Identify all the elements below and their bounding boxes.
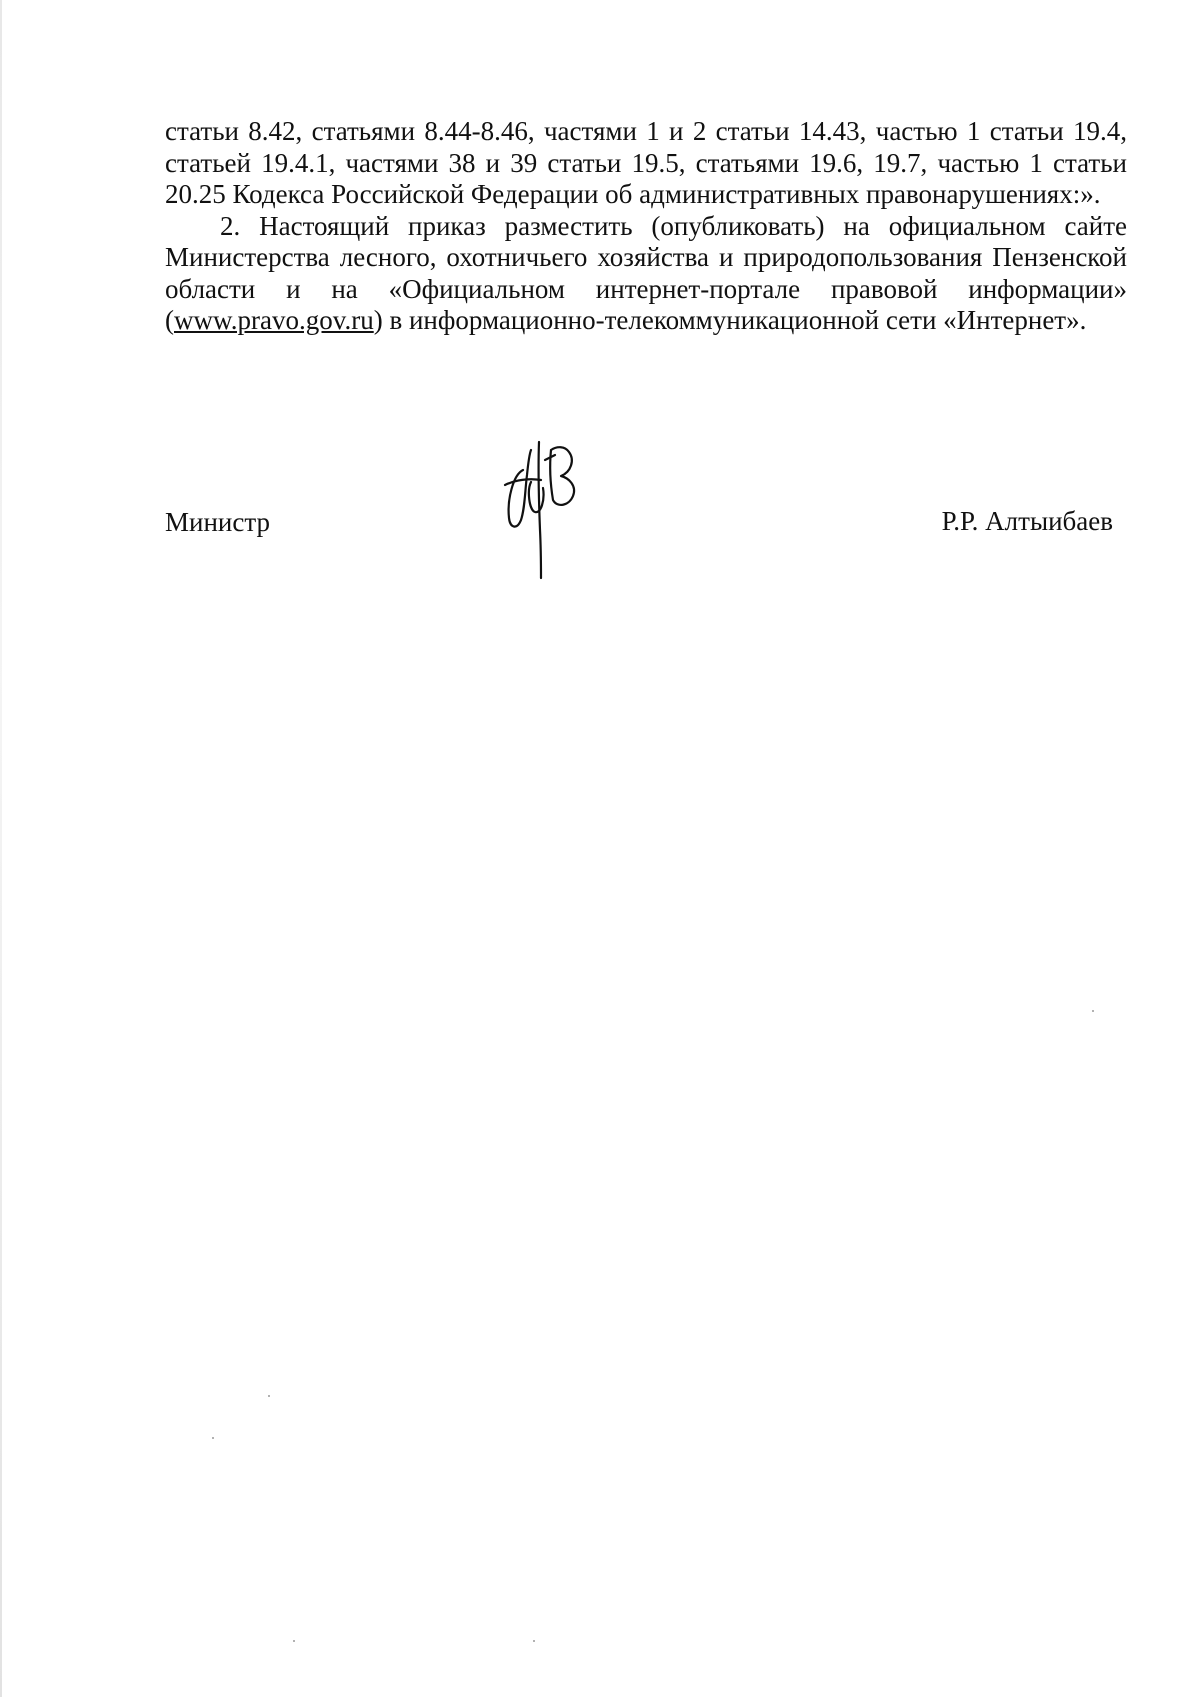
paragraph-2-text-end: ) в информационно-телекоммуникационной сети «Интернет».	[373, 305, 1087, 335]
paragraph-1: статьи 8.42, статьями 8.44-8.46, частями 1 и 2 статьи 14.43, частью 1 статьи 19.4, статьей 19.4.1, частями 38 и 39 статьи 19.5, статьями 19.6, 19.7, частью 1 статьи 20.25 Кодекса Российской Федерации об административных правонарушениях:».	[165, 116, 1127, 209]
scan-speck	[293, 1640, 295, 1642]
scan-speck	[1092, 1010, 1094, 1012]
document-body	[165, 116, 1127, 337]
signatory-title: Министр	[165, 507, 270, 537]
scan-speck	[268, 1395, 270, 1397]
pravo-link[interactable]: www.pravo.gov.ru	[174, 305, 374, 335]
paragraph-2	[165, 211, 1127, 337]
scan-speck	[212, 1437, 214, 1439]
scan-speck	[533, 1640, 535, 1642]
handwritten-signature	[495, 430, 585, 580]
scan-edge	[0, 0, 2, 1697]
signatory-name: Р.Р. Алтыибаев	[941, 506, 1113, 536]
paragraph-2-text-start: 2. Настоящий приказ разместить (опубликовать) на официальном сайте Министерства лесного, охотничьего хозяйства и природопользования Пензенской области и на «Официальном интернет-портале правовой информации» (	[165, 210, 1127, 335]
